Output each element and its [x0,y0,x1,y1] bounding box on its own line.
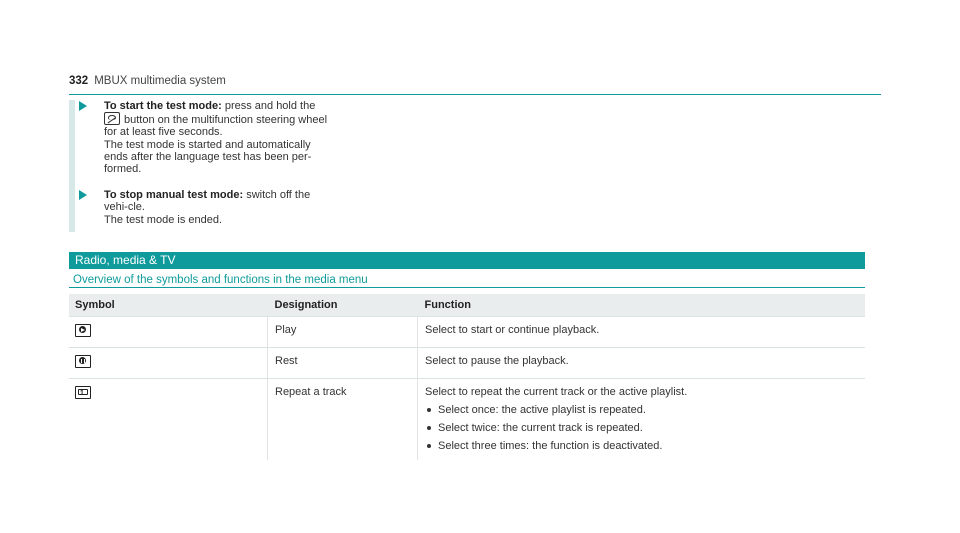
step-result: The test mode is ended. [104,213,223,226]
function-cell: Select to pause the playback. [418,348,866,379]
function-text: Select to repeat the current track or the active playlist. [425,386,688,398]
step-text-continued: button on the multifunction steering wheel for at least five seconds. [104,114,328,139]
step-start-test-mode [75,100,331,175]
table-row [69,317,865,348]
page-number: 332 [69,75,89,87]
step-title: To stop manual test mode: [104,189,244,202]
list-item: Select three times: the function is deactivated. [425,440,865,453]
designation-cell: Repeat a track [268,379,418,461]
function-cell: Select to start or continue playback. [418,317,866,348]
table-row [69,379,865,461]
list-item: Select once: the active playlist is repeated. [425,404,865,417]
subheading: Overview of the symbols and functions in the media menu [69,273,865,288]
table-header-row [69,294,865,317]
table-row [69,348,865,379]
repeat-track-icon [75,386,91,399]
step-arrow-icon [79,101,87,111]
designation-cell: Play [268,317,418,348]
voice-control-key-icon [104,112,120,125]
column-header-designation: Designation [268,294,418,317]
symbols-table [69,294,865,460]
step-text: switch off the vehi-cle. [104,189,311,214]
section-title: Radio, media & TV [75,253,176,267]
symbol-cell [69,317,268,348]
column-header-function: Function [418,294,866,317]
page-header-title: MBUX multimedia system [94,75,226,87]
section-title-bar [69,252,865,269]
page-header [69,75,881,95]
function-bullet-list [425,404,865,453]
step-arrow-icon [79,190,87,200]
symbol-cell [69,348,268,379]
designation-cell: Rest [268,348,418,379]
symbol-cell [69,379,268,461]
play-icon [75,324,91,337]
step-result: The test mode is started and automatically ends after the language test has been per-formed. [104,138,312,176]
list-item: Select twice: the current track is repeated. [425,422,865,435]
column-header-symbol: Symbol [69,294,268,317]
pause-icon [75,355,91,368]
step-title: To start the test mode: [104,100,222,112]
instruction-steps [69,100,331,232]
step-stop-test-mode [75,189,331,226]
function-cell [418,379,866,461]
step-text: press and hold the [224,100,316,112]
